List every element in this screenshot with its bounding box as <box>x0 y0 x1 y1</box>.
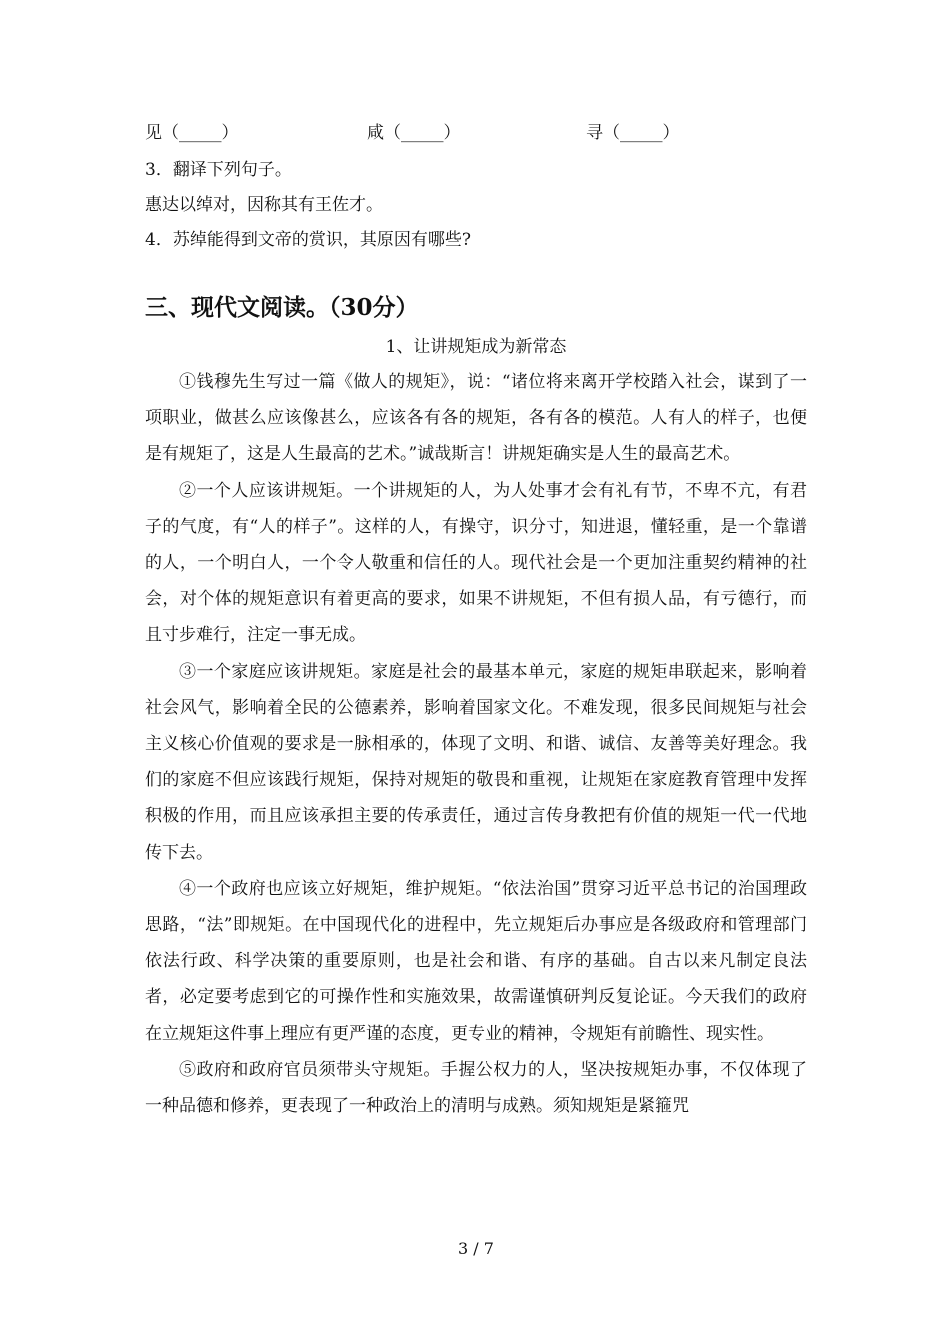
vocab-item-xun: 寻（_____） <box>586 123 680 143</box>
question-3: 3．翻译下列句子。 <box>145 160 292 180</box>
question-4: 4．苏绰能得到文帝的赏识，其原因有哪些? <box>145 230 471 250</box>
vocab-item-jian: 见（_____） <box>145 123 239 143</box>
paragraph-1: ①钱穆先生写过一篇《做人的规矩》，说：“诸位将来离开学校踏入社会，谋到了一项职业，做甚么应该像甚么，应该各有各的规矩，各有各的模范。人有人的样子，也便是有规矩了，这是人生最高的艺术。”诚哉斯言！讲规矩确实是人生的最高艺术。 <box>145 372 807 465</box>
question-3-sentence: 惠达以绰对，因称其有王佐才。 <box>145 195 383 215</box>
vocab-fill-in-row <box>145 118 807 148</box>
document-page <box>145 0 807 1344</box>
paragraph-4: ④一个政府也应该立好规矩，维护规矩。“依法治国”贯穿习近平总书记的治国理政思路，“法”即规矩。在中国现代化的进程中，先立规矩后办事应是各级政府和管理部门依法行政、科学决策的重要原则，也是社会和谐、有序的基础。自古以来凡制定良法者，必定要考虑到它的可操作性和实施效果，故需谨慎研判反复论证。今天我们的政府在立规矩这件事上理应有更严谨的态度，更专业的精神，令规矩有前瞻性、现实性。 <box>145 878 807 1044</box>
page-number: 3 / 7 <box>458 1239 494 1258</box>
vocab-item-xian: 咸（_____） <box>367 123 461 143</box>
paragraph-5: ⑤政府和政府官员须带头守规矩。手握公权力的人，坚决按规矩办事，不仅体现了一种品德和修养，更表现了一种政治上的清明与成熟。须知规矩是紧箍咒 <box>145 1059 807 1117</box>
paragraph-3: ③一个家庭应该讲规矩。家庭是社会的最基本单元，家庭的规矩串联起来，影响着社会风气，影响着全民的公德素养，影响着国家文化。不难发现，很多民间规矩与社会主义核心价值观的要求是一脉相承的，体现了文明、和谐、诚信、友善等美好理念。我们的家庭不但应该践行规矩，保持对规矩的敬畏和重视，让规矩在家庭教育管理中发挥积极的作用，而且应该承担主要的传承责任，通过言传身教把有价值的规矩一代一代地传下去。 <box>145 661 807 863</box>
section-heading: 三、现代文阅读。（30分） <box>145 294 419 321</box>
article-body <box>145 364 807 1124</box>
paragraph-2: ②一个人应该讲规矩。一个讲规矩的人，为人处事才会有礼有节，不卑不亢，有君子的气度，有“人的样子”。这样的人，有操守，识分寸，知进退，懂轻重，是一个靠谱的人，一个明白人，一个令人敬重和信任的人。现代社会是一个更加注重契约精神的社会，对个体的规矩意识有着更高的要求，如果不讲规矩，不但有损人品，有亏德行，而且寸步难行，注定一事无成。 <box>145 480 807 646</box>
article-title: 1、让讲规矩成为新常态 <box>385 337 567 357</box>
